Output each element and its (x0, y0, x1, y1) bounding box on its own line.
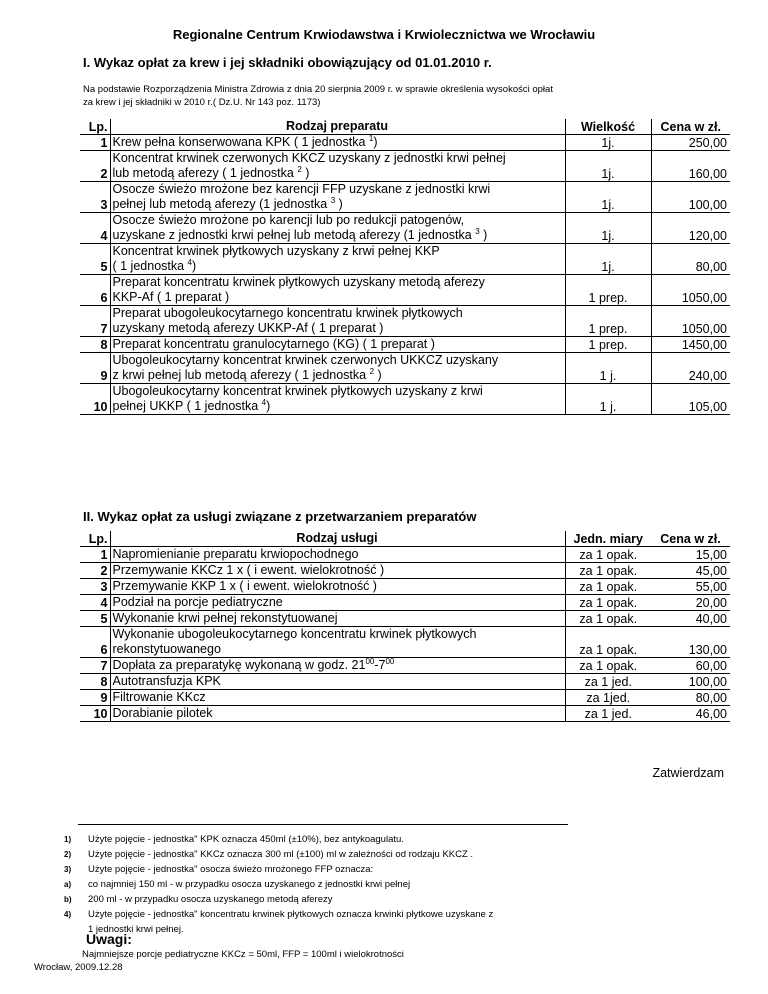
footnote-marker: 4) (64, 910, 72, 919)
description-line1 (113, 337, 562, 352)
description-line1 (113, 674, 562, 689)
description-text: uzyskany metodą aferezy UKKP-Af ( 1 preparat ) (112, 321, 384, 335)
row-number: 9 (100, 691, 108, 705)
footnote-text: Użyte pojęcie - jednostka" koncentratu krwinek płytkowych oznacza krwinki płytkowe uzyskane z (88, 909, 494, 920)
row-description (110, 275, 565, 306)
row-description (110, 182, 565, 213)
table-row (80, 706, 730, 722)
row-quantity: 1j. (601, 198, 615, 212)
description-text: KKP-Af ( 1 preparat ) (112, 290, 230, 304)
description-text: ( 1 jednostka (112, 259, 188, 273)
col-lp-header: Lp. (88, 532, 108, 546)
row-number: 9 (100, 369, 108, 383)
footnote-text: co najmniej 150 ml - w przypadku osocza uzyskanego z jednostki krwi pełnej (88, 879, 411, 890)
row-unit: za 1jed. (586, 691, 631, 705)
row-unit: za 1 opak. (579, 612, 638, 626)
row-description (110, 244, 565, 275)
description-line1 (113, 244, 562, 259)
footnote-ref: 4 (187, 257, 192, 267)
table-row (80, 213, 730, 244)
row-description (110, 690, 565, 706)
footnote-text: Użyte pojęcie - jednostka" osocza świeżo mrożonego FFP oznacza: (88, 864, 374, 875)
description-line1 (113, 706, 562, 721)
description-line1 (113, 547, 562, 562)
description-text: Koncentrat krwinek płytkowych uzyskany z krwi pełnej KKP (112, 244, 440, 258)
footnote-ref: 3 (330, 195, 336, 205)
description-text-end: ) (374, 368, 382, 382)
description-text-end: ) (479, 228, 488, 242)
footnote (64, 877, 493, 892)
row-unit: za 1 opak. (579, 659, 638, 673)
blood-components-table (80, 119, 730, 415)
services-table (80, 531, 730, 722)
row-price: 250,00 (651, 135, 730, 151)
row-unit: za 1 opak. (579, 564, 638, 578)
row-number: 4 (100, 596, 108, 610)
description-text: Wykonanie ubogoleukocytarnego koncentratu krwinek płytkowych (112, 627, 477, 641)
row-price: 100,00 (651, 182, 730, 213)
description-text: Przemywanie KKCz 1 x ( i ewent. wielokrotność ) (112, 563, 385, 577)
row-price: 160,00 (651, 151, 730, 182)
description-line1 (113, 275, 562, 290)
row-description (110, 213, 565, 244)
row-price: 80,00 (695, 691, 727, 705)
footnote (64, 907, 493, 922)
footnote-ref: 2 (297, 164, 302, 174)
description-text: Podział na porcje pediatryczne (112, 595, 283, 609)
row-price: 240,00 (651, 353, 730, 384)
description-text: Osocze świeżo mrożone bez karencji FFP uzyskane z jednostki krwi (112, 182, 491, 196)
row-number: 8 (100, 675, 108, 689)
footnote-text: 200 ml - w przypadku osocza uzyskanego metodą aferezy (88, 894, 333, 905)
description-line1 (113, 182, 562, 197)
row-price: 55,00 (695, 580, 727, 594)
row-description (110, 706, 565, 722)
remarks-text: Najmniejsze porcje pediatryczne KKCz = 50ml, FFP = 100ml i wielokrotności (82, 949, 404, 960)
row-description (110, 595, 565, 611)
table-row (80, 674, 730, 690)
time-superscript: 00 (365, 656, 375, 666)
table-row (80, 306, 730, 337)
row-price: 20,00 (695, 596, 727, 610)
row-price: 130,00 (688, 643, 727, 657)
table-row (80, 275, 730, 306)
description-line1 (113, 611, 562, 626)
description-line2 (113, 259, 562, 274)
table-row (80, 563, 730, 579)
row-number: 7 (100, 659, 108, 673)
description-line1 (113, 353, 562, 368)
row-price: 105,00 (651, 384, 730, 415)
row-description (110, 674, 565, 690)
approval-note: Zatwierdzam (652, 766, 724, 780)
row-unit: za 1 opak. (579, 580, 638, 594)
row-price: 1450,00 (651, 337, 730, 353)
description-line1 (113, 627, 562, 642)
footnote-marker: a) (64, 880, 72, 889)
description-line1 (113, 563, 562, 578)
description-text: z krwi pełnej lub metodą aferezy ( 1 jednostka (112, 368, 370, 382)
table-row (80, 151, 730, 182)
row-price: 46,00 (695, 707, 727, 721)
table-row (80, 337, 730, 353)
col-price-header: Cena w zł. (651, 119, 730, 135)
row-price: 45,00 (695, 564, 727, 578)
row-quantity: 1j. (601, 229, 615, 243)
footnote-text: Użyte pojęcie - jednostka" KKCz oznacza 300 ml (±100) ml w zależności od rodzaju KKCZ . (88, 849, 474, 860)
description-line2 (113, 368, 562, 383)
row-price: 1050,00 (651, 306, 730, 337)
col-price-header: Cena w zł. (660, 532, 721, 546)
row-price: 80,00 (651, 244, 730, 275)
time-superscript: 00 (385, 656, 395, 666)
row-number: 3 (100, 580, 108, 594)
description-line2 (113, 290, 562, 305)
row-unit: za 1 opak. (579, 548, 638, 562)
description-text: Preparat ubogoleukocytarnego koncentratu krwinek płytkowych (112, 306, 463, 320)
description-text: pełnej lub metodą aferezy (1 jednostka (112, 197, 331, 211)
description-text: Filtrowanie KKcz (112, 690, 206, 704)
row-quantity: 1 j. (599, 400, 617, 414)
footnote (64, 832, 493, 847)
row-number: 3 (100, 198, 108, 212)
row-price: 120,00 (651, 213, 730, 244)
row-number: 1 (100, 136, 108, 150)
description-text: Wykonanie krwi pełnej rekonstytuowanej (112, 611, 338, 625)
description-line2 (113, 399, 562, 414)
description-text: Dopłata za preparatykę wykonaną w godz. 21 (112, 658, 366, 672)
table-header-row (80, 531, 730, 547)
footnote-ref: 4 (261, 397, 267, 407)
description-line1 (113, 384, 562, 399)
footnotes (64, 832, 493, 937)
row-number: 10 (93, 400, 108, 414)
legal-basis (83, 83, 723, 109)
row-description (110, 611, 565, 627)
row-number: 2 (100, 167, 108, 181)
footnote-marker: 2) (64, 850, 72, 859)
row-description (110, 627, 565, 658)
description-line1 (113, 135, 562, 150)
description-text: Dorabianie pilotek (112, 706, 213, 720)
row-description (110, 306, 565, 337)
row-price: 1050,00 (651, 275, 730, 306)
row-description (110, 658, 565, 674)
table-row (80, 182, 730, 213)
row-quantity: 1 j. (599, 369, 617, 383)
description-text: Krew pełna konserwowana KPK ( 1 jednostka (112, 135, 369, 149)
row-number: 2 (100, 564, 108, 578)
description-line1 (113, 579, 562, 594)
description-text: Ubogoleukocytarny koncentrat krwinek czerwonych UKKCZ uzyskany (112, 353, 499, 367)
description-text: Ubogoleukocytarny koncentrat krwinek płytkowych uzyskany z krwi (112, 384, 483, 398)
table-row (80, 135, 730, 151)
footnote-marker: b) (64, 895, 72, 904)
description-line1 (113, 151, 562, 166)
description-text-end: ) (335, 197, 343, 211)
row-description (110, 135, 565, 151)
time-separator: -7 (374, 658, 386, 672)
document-title: Regionalne Centrum Krwiodawstwa i Krwiolecznictwa we Wrocławiu (172, 27, 596, 42)
description-text: Autotransfuzja KPK (112, 674, 221, 688)
row-quantity: 1 prep. (588, 322, 628, 336)
row-unit: za 1 opak. (579, 643, 638, 657)
row-quantity: 1 prep. (588, 291, 628, 305)
description-text: lub metodą aferezy ( 1 jednostka (112, 166, 298, 180)
table-row (80, 579, 730, 595)
footnote (64, 847, 493, 862)
row-description (110, 579, 565, 595)
row-description (110, 337, 565, 353)
row-description (110, 353, 565, 384)
col-name-header: Rodzaj preparatu (110, 119, 565, 135)
description-text: Napromienianie preparatu krwiopochodnego (112, 547, 359, 561)
col-qty-header: Wielkość (580, 120, 636, 134)
col-unit-header: Jedn. miary (573, 532, 643, 546)
row-number: 5 (100, 612, 108, 626)
row-number: 10 (93, 707, 108, 721)
row-price: 100,00 (688, 675, 727, 689)
row-description (110, 384, 565, 415)
row-price: 60,00 (695, 659, 727, 673)
description-text: Osocze świeżo mrożone po karencji lub po redukcji patogenów, (112, 213, 465, 227)
description-text: rekonstytuowanego (112, 642, 221, 656)
table-row (80, 658, 730, 674)
description-line2 (113, 166, 562, 181)
footnote-ref: 1 (368, 133, 374, 143)
table-row (80, 627, 730, 658)
description-text: Preparat koncentratu krwinek płytkowych uzyskany metodą aferezy (112, 275, 485, 289)
footnote-ref: 3 (475, 226, 480, 236)
description-text: Koncentrat krwinek czerwonych KKCZ uzyskany z jednostki krwi pełnej (112, 151, 506, 165)
table-row (80, 611, 730, 627)
row-number: 6 (100, 291, 108, 305)
description-text-end: ) (266, 399, 271, 413)
description-line1 (113, 690, 562, 705)
footnote-ref: 2 (369, 366, 375, 376)
row-unit: za 1 jed. (584, 707, 632, 721)
description-line1 (113, 306, 562, 321)
table-row (80, 384, 730, 415)
row-description (110, 563, 565, 579)
row-number: 5 (100, 260, 108, 274)
footnote (64, 892, 493, 907)
row-quantity: 1j. (601, 260, 615, 274)
legal-basis-line1: Na podstawie Rozporządzenia Ministra Zdrowia z dnia 20 sierpnia 2009 r. w sprawie określenia wysokości opłat (83, 84, 553, 95)
footnote-divider (78, 824, 568, 825)
date-line: Wrocław, 2009.12.28 (34, 962, 123, 973)
col-lp-header: Lp. (88, 120, 108, 134)
footnote (64, 862, 493, 877)
description-text: uzyskane z jednostki krwi pełnej lub metodą aferezy (1 jednostka (112, 228, 476, 242)
row-description (110, 151, 565, 182)
footnote-marker: 1) (64, 835, 72, 844)
row-quantity: 1j. (601, 167, 615, 181)
table-row (80, 690, 730, 706)
table-row (80, 244, 730, 275)
footnote-text: Użyte pojęcie - jednostka" KPK oznacza 450ml (±10%), bez antykoagulatu. (88, 834, 404, 845)
row-price: 15,00 (695, 548, 727, 562)
table-row (80, 547, 730, 563)
description-text: pełnej UKKP ( 1 jednostka (112, 399, 262, 413)
table-row (80, 595, 730, 611)
description-line1 (113, 595, 562, 610)
remarks-heading: Uwagi: (86, 931, 132, 947)
footnote-text: 1 jednostki krwi pełnej. (88, 924, 184, 935)
description-text-end: ) (301, 166, 310, 180)
row-number: 1 (100, 548, 108, 562)
legal-basis-line2: za krew i jej składniki w 2010 r.( Dz.U. Nr 143 poz. 1173) (83, 97, 321, 108)
table-header-row (80, 119, 730, 135)
row-quantity: 1j. (601, 136, 615, 150)
row-number: 8 (100, 338, 108, 352)
table-row (80, 353, 730, 384)
row-number: 6 (100, 643, 108, 657)
row-description (110, 547, 565, 563)
description-line1 (113, 658, 562, 673)
description-line2 (113, 321, 562, 336)
col-name-header: Rodzaj usługi (110, 531, 565, 547)
description-line1 (113, 213, 562, 228)
row-price: 40,00 (695, 612, 727, 626)
footnote-marker: 3) (64, 865, 72, 874)
row-unit: za 1 opak. (579, 596, 638, 610)
row-unit: za 1 jed. (584, 675, 632, 689)
section2-heading: II. Wykaz opłat za usługi związane z przetwarzaniem preparatów (83, 509, 477, 524)
row-number: 4 (100, 229, 108, 243)
description-line2 (113, 642, 562, 657)
row-quantity: 1 prep. (588, 338, 628, 352)
description-text: Przemywanie KKP 1 x ( i ewent. wielokrotność ) (112, 579, 377, 593)
description-line2 (113, 197, 562, 212)
description-text-end: ) (192, 259, 197, 273)
description-line2 (113, 228, 562, 243)
section1-heading: I. Wykaz opłat za krew i jej składniki obowiązujący od 01.01.2010 r. (83, 55, 492, 70)
description-text: Preparat koncentratu granulocytarnego (KG) ( 1 preparat ) (112, 337, 435, 351)
description-text-end: ) (373, 135, 378, 149)
row-number: 7 (100, 322, 108, 336)
